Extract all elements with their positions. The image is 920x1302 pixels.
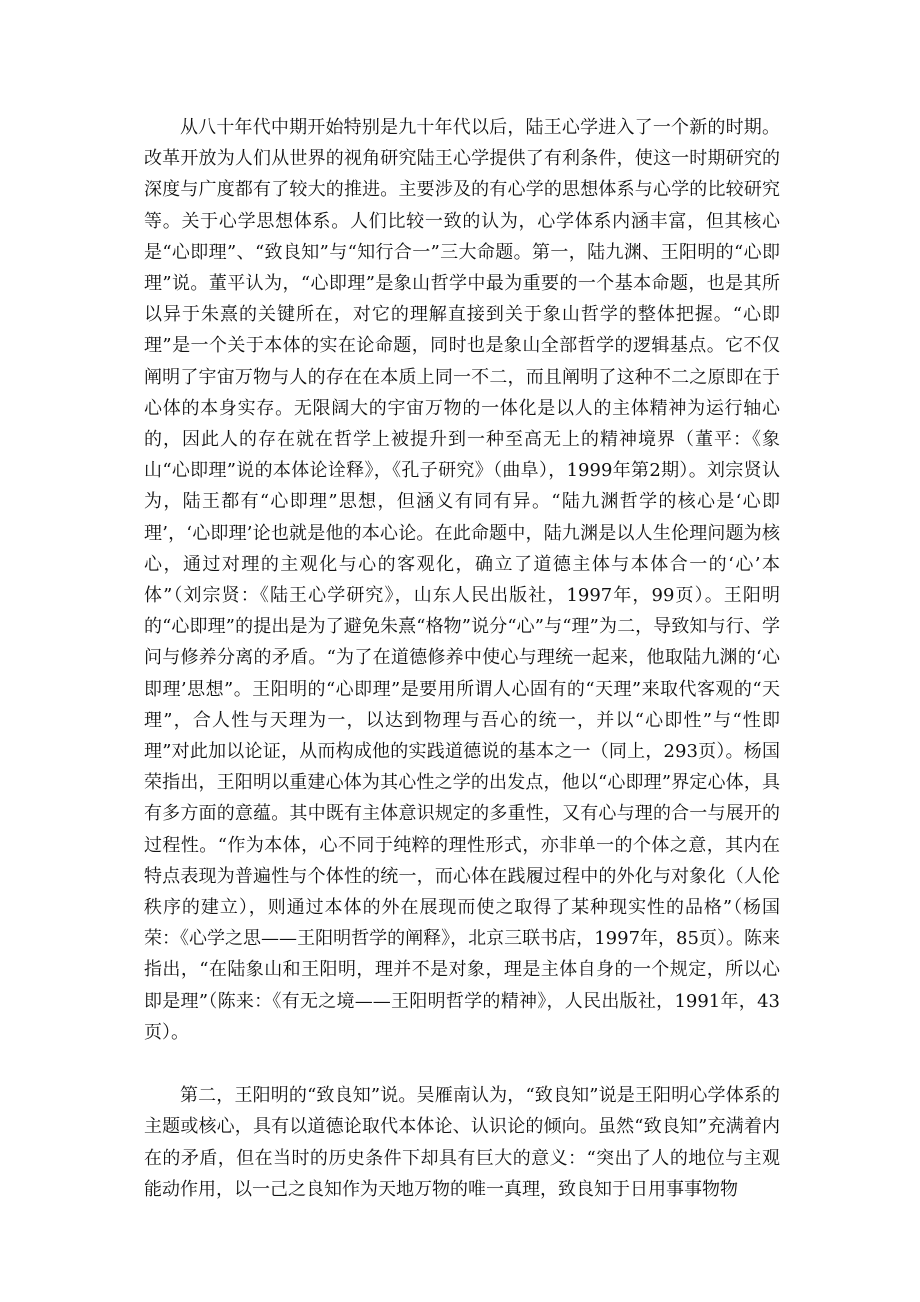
paragraph-zhiliangzhi: 第二，王阳明的“致良知”说。吴雁南认为，“致良知”说是王阳明心学体系的主题或核心，具有以道德论取代本体论、认识论的倾向。虽然“致良知”充满着内在的矛盾，但在当时的历史条件下却具有巨大的意义：“突出了人的地位与主观能动作用，以一己之良知作为天地万物的唯一真理，致良知于日用事事物物	[144, 1085, 780, 1200]
paragraph-xinjili: 从八十年代中期开始特别是九十年代以后，陆王心学进入了一个新的时期。改革开放为人们从世界的视角研究陆王心学提供了有利条件，使这一时期研究的深度与广度都有了较大的推进。主要涉及的有心学的思想体系与心学的比较研究等。关于心学思想体系。人们比较一致的认为，心学体系内涵丰富，但其核心是“心即理”、“致良知”与“知行合一”三大命题。第一，陆九渊、王阳明的“心即理”说。董平认为，“心即理”是象山哲学中最为重要的一个基本命题，也是其所以异于朱熹的关键所在，对它的理解直接到关于象山哲学的整体把握。“心即理”是一个关于本体的实在论命题，同时也是象山全部哲学的逻辑基点。它不仅阐明了宇宙万物与人的存在在本质上同一不二，而且阐明了这种不二之原即在于心体的本身实存。无限阔大的宇宙万物的一体化是以人的主体精神为运行轴心的，因此人的存在就在哲学上被提升到一种至高无上的精神境界（董平：《象山“心即理”说的本体论诠释》，《孔子研究》（曲阜），1999年第2期）。刘宗贤认为，陆王都有“心即理”思想，但涵义有同有异。“陆九渊哲学的核心是‘心即理’，‘心即理’论也就是他的本心论。在此命题中，陆九渊是以人生伦理问题为核心，通过对理的主观化与心的客观化，确立了道德主体与本体合一的‘心’本体”（刘宗贤：《陆王心学研究》，山东人民出版社，1997年，99页）。王阳明的“心即理”的提出是为了避免朱熹“格物”说分“心”与“理”为二，导致知与行、学问与修养分离的矛盾。“为了在道德修养中使心与理统一起来，他取陆九渊的‘心即理’思想”。王阳明的“心即理”是要用所谓人心固有的“天理”来取代客观的“天理”，合人性与天理为一，以达到物理与吾心的统一，并以“心即性”与“性即理”对此加以论证，从而构成他的实践道德说的基本之一（同上，293页）。杨国荣指出，王阳明以重建心体为其心性之学的出发点，他以“心即理”界定心体，具有多方面的意蕴。其中既有主体意识规定的多重性，又有心与理的合一与展开的过程性。“作为本体，心不同于纯粹的理性形式，亦非单一的个体之意，其内在特点表现为普遍性与个体性的统一，而心体在践履过程中的外化与对象化（人伦秩序的建立），则通过本体的外在展现而使之取得了某种现实性的品格”（杨国荣：《心学之思——王阳明哲学的阐释》，北京三联书店，1997年，85页）。陈来指出，“在陆象山和王阳明，理并不是对象，理是主体自身的一个规定，所以心即是理”（陈来：《有无之境——王阳明哲学的精神》，人民出版社，1991年，43页）。	[144, 117, 780, 1043]
body-text	[144, 112, 780, 1205]
